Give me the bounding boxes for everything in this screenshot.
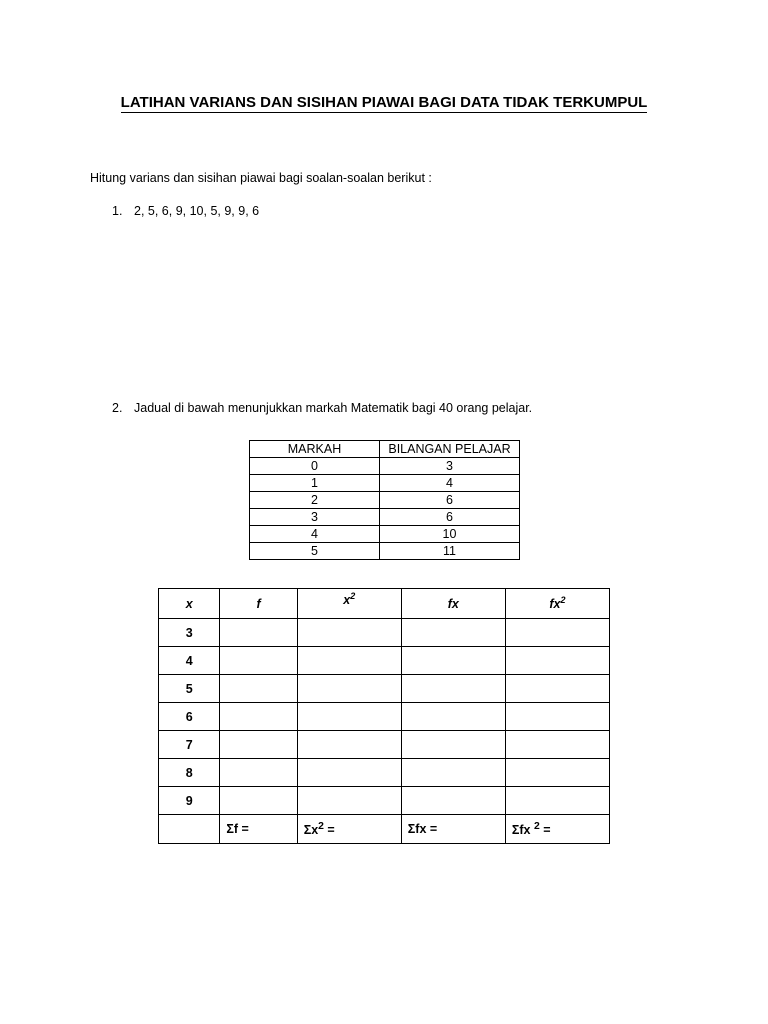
superscript: 2: [350, 591, 356, 601]
x-value: 4: [159, 647, 220, 675]
marks-table: [249, 440, 520, 560]
table-row: [159, 731, 610, 759]
x-value: 8: [159, 759, 220, 787]
column-header-x: x: [159, 589, 220, 619]
sum-equals: =: [539, 823, 551, 838]
answer-cell: [505, 647, 609, 675]
answer-cell: [505, 619, 609, 647]
answer-cell: [505, 675, 609, 703]
answer-cell: [297, 619, 401, 647]
table-cell: 2: [250, 492, 380, 509]
table-cell: 4: [250, 526, 380, 543]
header-text: x: [343, 593, 351, 608]
table-row: [159, 675, 610, 703]
table-cell: 6: [380, 492, 520, 509]
table-cell: 4: [380, 475, 520, 492]
table-cell: 3: [380, 458, 520, 475]
sum-f: Σf =: [220, 815, 297, 844]
question-text: Jadual di bawah menunjukkan markah Matematik bagi 40 orang pelajar.: [134, 401, 533, 415]
question-text: 2, 5, 6, 9, 10, 5, 9, 9, 6: [134, 204, 260, 218]
answer-cell: [297, 675, 401, 703]
answer-cell: [505, 787, 609, 815]
table-cell: 5: [250, 543, 380, 560]
superscript: 2: [560, 595, 566, 606]
column-header-markah: MARKAH: [250, 441, 380, 458]
table-row: [159, 787, 610, 815]
table-header-row: [250, 441, 520, 458]
x-value: 6: [159, 703, 220, 731]
answer-cell: [220, 731, 297, 759]
empty-cell: [159, 815, 220, 844]
table-row: [250, 492, 520, 509]
answer-cell: [401, 619, 505, 647]
x-value: 3: [159, 619, 220, 647]
answer-cell: [505, 759, 609, 787]
table-cell: 0: [250, 458, 380, 475]
x-value: 9: [159, 787, 220, 815]
answer-cell: [297, 787, 401, 815]
column-header-fx-squared: [505, 589, 609, 619]
answer-cell: [401, 647, 505, 675]
question-number: 1.: [112, 204, 123, 218]
column-header-fx: fx: [401, 589, 505, 619]
answer-cell: [220, 619, 297, 647]
sum-fx: Σfx =: [401, 815, 505, 844]
column-header-bilangan: BILANGAN PELAJAR: [380, 441, 520, 458]
table-row: [159, 759, 610, 787]
table-row: [250, 509, 520, 526]
table-row: [250, 458, 520, 475]
answer-cell: [220, 675, 297, 703]
sum-x-squared: [297, 815, 401, 844]
header-text: fx: [549, 597, 561, 612]
x-value: 7: [159, 731, 220, 759]
table-cell: 6: [380, 509, 520, 526]
sum-fx-squared: [505, 815, 609, 844]
answer-cell: [401, 759, 505, 787]
table-row: [159, 703, 610, 731]
answer-cell: [297, 703, 401, 731]
superscript: 2: [318, 820, 324, 832]
sum-label: Σx: [303, 823, 319, 838]
answer-cell: [401, 787, 505, 815]
answer-cell: [220, 647, 297, 675]
answer-cell: [297, 759, 401, 787]
sum-equals: =: [323, 823, 335, 838]
page-title-text: LATIHAN VARIANS DAN SISIHAN PIAWAI BAGI DATA TIDAK TERKUMPUL: [120, 94, 648, 111]
table-cell: 1: [250, 475, 380, 492]
table-cell: 3: [250, 509, 380, 526]
column-header-x-squared: [297, 589, 401, 619]
table-row: [250, 526, 520, 543]
answer-cell: [505, 731, 609, 759]
table-cell: 11: [380, 543, 520, 560]
x-value: 5: [159, 675, 220, 703]
table-cell: 10: [380, 526, 520, 543]
table-row: [159, 619, 610, 647]
answer-cell: [220, 759, 297, 787]
table-row: [250, 543, 520, 560]
answer-cell: [220, 703, 297, 731]
instruction-text: Hitung varians dan sisihan piawai bagi soalan-soalan berikut :: [90, 171, 432, 185]
question-number: 2.: [112, 401, 123, 415]
totals-row: [159, 815, 610, 844]
answer-cell: [401, 703, 505, 731]
answer-cell: [401, 675, 505, 703]
table-row: [159, 647, 610, 675]
table-header-row: [159, 589, 610, 619]
column-header-f: f: [220, 589, 297, 619]
answer-cell: [220, 787, 297, 815]
answer-cell: [297, 647, 401, 675]
answer-cell: [297, 731, 401, 759]
superscript: 2: [533, 820, 540, 832]
answer-cell: [401, 731, 505, 759]
work-table: [158, 588, 610, 844]
sum-label: Σfx: [511, 823, 534, 838]
table-row: [250, 475, 520, 492]
answer-cell: [505, 703, 609, 731]
page-title: [0, 94, 768, 111]
